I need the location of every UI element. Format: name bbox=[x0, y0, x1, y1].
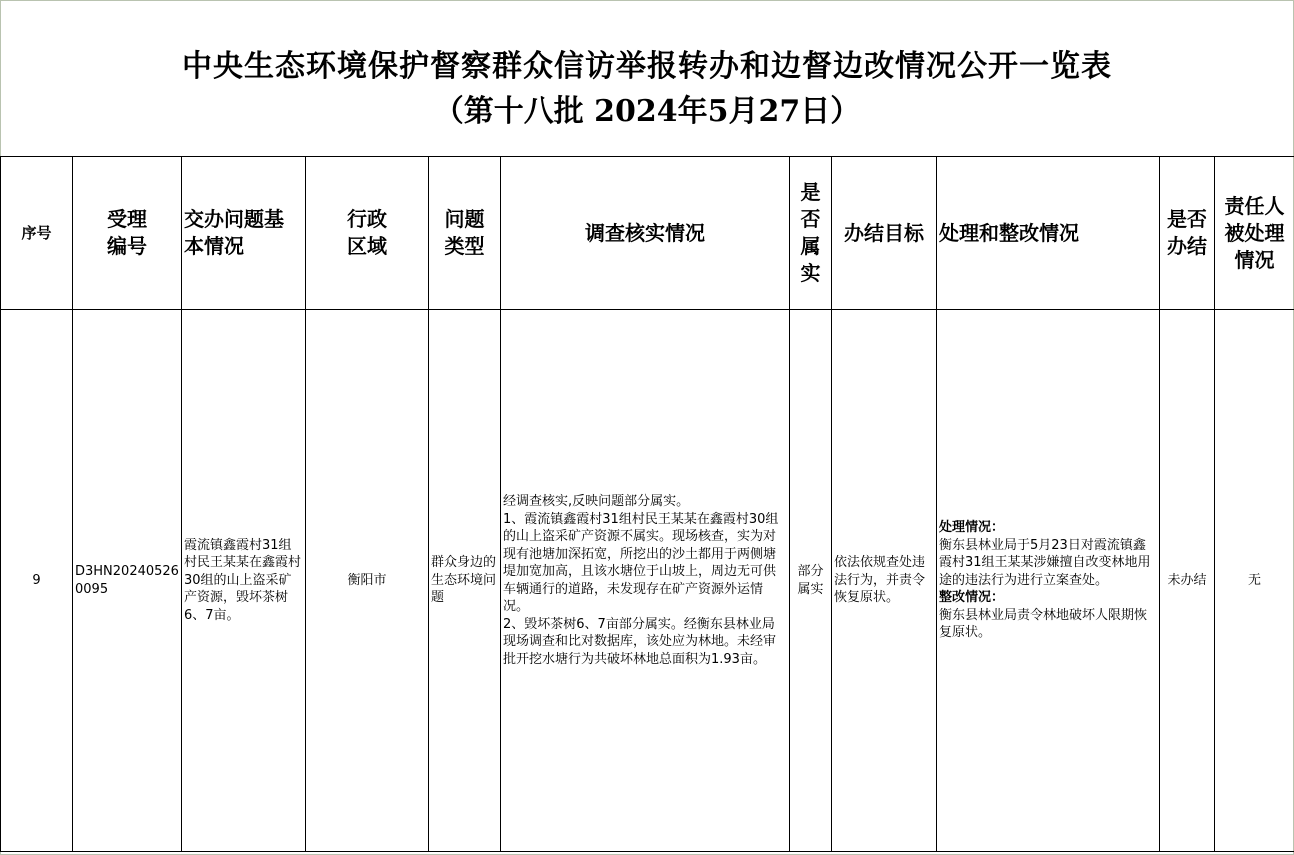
cell-handling bbox=[937, 310, 1160, 852]
table-row bbox=[1, 310, 1294, 852]
header-case-no: 受理 编号 bbox=[73, 157, 182, 310]
header-row bbox=[1, 157, 1294, 310]
cell-basic: 霞流镇鑫霞村31组村民王某某在鑫霞村30组的山上盗采矿产资源，毁坏茶树6、7亩。 bbox=[182, 310, 306, 852]
header-goal: 办结目标 bbox=[832, 157, 937, 310]
header-closed: 是否 办结 bbox=[1160, 157, 1215, 310]
header-type: 问题 类型 bbox=[429, 157, 501, 310]
cell-case-no: D3HN202405260095 bbox=[73, 310, 182, 852]
header-handling: 处理和整改情况 bbox=[937, 157, 1160, 310]
page-title: 中央生态环境保护督察群众信访举报转办和边督边改情况公开一览表 bbox=[182, 49, 1112, 84]
handling-label-1: 处理情况： bbox=[939, 520, 1005, 536]
handling-text-1: 衡东县林业局于5月23日对霞流镇鑫霞村31组王某某涉嫌擅自改变林地用途的违法行为进行立案查处。 bbox=[939, 537, 1151, 588]
cell-verified: 部分属实 bbox=[790, 310, 832, 852]
cell-goal: 依法依规查处违法行为，并责令恢复原状。 bbox=[832, 310, 937, 852]
header-seq: 序号 bbox=[1, 157, 73, 310]
header-verified: 是 否 属 实 bbox=[790, 157, 832, 310]
page-subtitle: （第十八批 2024年5月27日） bbox=[433, 94, 861, 129]
cell-type: 群众身边的生态环境问题 bbox=[429, 310, 501, 852]
title-area bbox=[1, 1, 1293, 156]
cell-closed: 未办结 bbox=[1160, 310, 1215, 852]
cell-investigation: 经调查核实,反映问题部分属实。 1、霞流镇鑫霞村31组村民王某某在鑫霞村30组的山上盗采矿产资源不属实。现场核查，实为对现有池塘加深拓宽，所挖出的沙土都用于两侧塘堤加宽加高，且该水塘位于山坡上，周边无可供车辆通行的道路，未发现存在矿产资源外运情况。 2、毁坏茶树6、7亩部分属实。经衡东县林业局现场调查和比对数据库，该处应为林地。未经审批开挖水塘行为共破坏林地总面积为1.93亩。 bbox=[501, 310, 790, 852]
header-accountability: 责任人 被处理 情况 bbox=[1215, 157, 1294, 310]
cell-seq: 9 bbox=[1, 310, 73, 852]
report-table bbox=[0, 156, 1294, 852]
handling-text-2: 衡东县林业局责令林地破坏人限期恢复原状。 bbox=[939, 607, 1148, 641]
header-region: 行政 区域 bbox=[306, 157, 429, 310]
header-basic: 交办问题基 本情况 bbox=[182, 157, 306, 310]
cell-region: 衡阳市 bbox=[306, 310, 429, 852]
header-investigation: 调查核实情况 bbox=[501, 157, 790, 310]
handling-label-2: 整改情况： bbox=[939, 590, 1005, 606]
cell-accountability: 无 bbox=[1215, 310, 1294, 852]
